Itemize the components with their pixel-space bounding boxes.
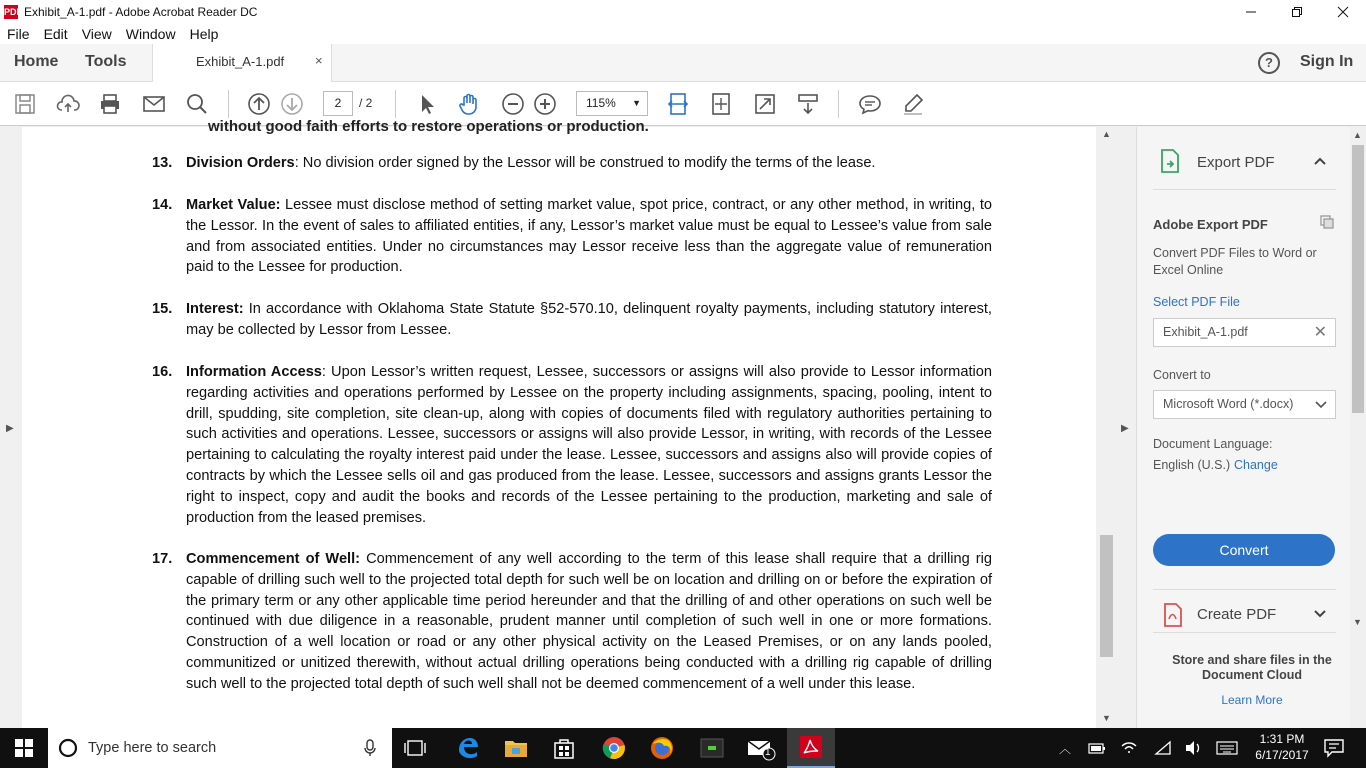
cortana-icon xyxy=(58,738,78,758)
fit-width-icon[interactable] xyxy=(666,92,690,116)
battery-icon[interactable] xyxy=(1088,741,1106,755)
volume-icon[interactable] xyxy=(1184,740,1202,756)
clause-text: : Upon Lessor’s written request, Lessee, successors or assigns will also provide to Lessor information regarding activities and operations performed by Lessee on the property including assignments, spacing, pooling, intent to drill, spudding, site completion, site clean-up, along with copies of documents filed with regulatory authorities pertaining to such activities and operations. Lessee, successors or assigns will also provide Lessor, in writing, with records of the Lessee pertaining to calculating the royalty interest paid under the lease. Lessee, successors and assigns also will provide copies of contracts by which the Lessee sells oil and gas produced from the lease. Lessee, successors and assigns grants Lessor the right to inspect, copy and audit the books and records of the Lessee pertaining to the production, marketing and sale of production from the leased premises. xyxy=(186,364,992,526)
chevron-down-icon: ▼ xyxy=(632,98,641,108)
toolbar xyxy=(0,82,1366,126)
document-tab-label: Exhibit_A-1.pdf xyxy=(196,54,285,69)
terminal-app-icon[interactable] xyxy=(697,733,727,763)
search-icon[interactable] xyxy=(185,92,209,116)
print-icon[interactable] xyxy=(98,92,122,116)
change-language-link[interactable]: Change xyxy=(1234,458,1278,472)
panel-divider xyxy=(1153,632,1336,633)
selected-file-field xyxy=(1153,318,1336,347)
page-total: / 2 xyxy=(359,96,373,110)
email-icon[interactable] xyxy=(142,92,166,116)
task-view-icon[interactable] xyxy=(400,733,430,763)
title-bar xyxy=(0,0,1366,24)
export-description: Convert PDF Files to Word or Excel Online xyxy=(1153,246,1317,277)
scroll-up-icon[interactable]: ▲ xyxy=(1353,130,1362,140)
tab-tools[interactable]: Tools xyxy=(85,53,127,70)
scroll-mode-icon[interactable] xyxy=(796,92,820,116)
scrollbar-thumb[interactable] xyxy=(1100,535,1113,657)
scroll-down-icon[interactable]: ▼ xyxy=(1353,617,1362,627)
network-icon[interactable] xyxy=(1120,740,1138,756)
clause-16 xyxy=(152,362,992,528)
document-language-label: Document Language: xyxy=(1153,437,1273,451)
clause-number: 13. xyxy=(152,155,173,171)
next-page-icon[interactable] xyxy=(280,92,304,116)
pdf-page xyxy=(22,118,1096,728)
chevron-down-icon[interactable] xyxy=(1313,609,1327,619)
clause-heading: Market Value: xyxy=(186,197,281,213)
selected-file-name: Exhibit_A-1.pdf xyxy=(1163,325,1248,339)
chevron-down-icon xyxy=(1315,401,1327,409)
clock-date: 6/17/2017 xyxy=(1255,748,1309,762)
scrollbar-thumb[interactable] xyxy=(1352,145,1364,413)
fit-page-icon[interactable] xyxy=(709,92,733,116)
document-cloud-text: Store and share files in the Document Cloud xyxy=(1172,653,1332,682)
convert-button[interactable]: Convert xyxy=(1153,534,1335,566)
chrome-icon[interactable] xyxy=(599,733,629,763)
toolbar-divider xyxy=(838,90,839,118)
convert-format-value: Microsoft Word (*.docx) xyxy=(1163,397,1294,411)
menu-file[interactable]: File xyxy=(7,26,30,42)
clause-text: : No division order signed by the Lessor will be construed to modify the terms of the lease. xyxy=(294,155,876,171)
system-clock[interactable] xyxy=(1252,731,1312,763)
clause-number: 14. xyxy=(152,197,173,213)
microphone-icon[interactable] xyxy=(364,739,376,757)
file-explorer-icon[interactable] xyxy=(501,733,531,763)
mail-badge: 1 xyxy=(765,747,771,758)
toolbar-divider xyxy=(228,90,229,118)
export-pdf-icon xyxy=(1159,148,1181,174)
windows-logo-icon xyxy=(15,739,33,757)
document-language-value: English (U.S.) xyxy=(1153,458,1231,472)
document-scrollbar[interactable] xyxy=(1098,127,1115,728)
clause-text: Commencement of any well according to the term of this lease shall require that a drilling rig capable of drilling such well to the projected total depth for such well be on location and drilling on or before the expiration of the primary term or any other applicable time period hereunder and that the drilling of and other operations on such well be continued with due diligence in a reasonable, prudent manner until completion of such well in one or more formations. Construction of a well location or road or any other physical activity on the Leased Premises, or on any lands pooled, communitized or unitized therewith, without actual drilling operations being conducted with a drilling rig capable of drilling such well to the projected total depth of such well shall not be deemed commencement of a well under this lease. xyxy=(186,551,992,692)
minimize-icon xyxy=(1245,6,1257,18)
clause-number: 15. xyxy=(152,301,173,317)
previous-page-icon[interactable] xyxy=(247,92,271,116)
wifi-icon[interactable] xyxy=(1154,740,1172,756)
scroll-down-icon[interactable]: ▼ xyxy=(1102,713,1111,723)
search-placeholder: Type here to search xyxy=(88,740,217,756)
close-tab-icon[interactable]: × xyxy=(315,53,323,68)
hand-tool-icon[interactable] xyxy=(457,92,481,116)
clause-number: 17. xyxy=(152,551,173,567)
clause-15 xyxy=(152,299,992,341)
clause-heading: Interest: xyxy=(186,301,244,317)
chevron-up-icon[interactable] xyxy=(1313,156,1327,166)
save-icon[interactable] xyxy=(13,92,37,116)
windows-taskbar xyxy=(0,728,1366,768)
menu-window[interactable]: Window xyxy=(125,26,176,42)
tools-pane xyxy=(1136,127,1350,728)
left-panel-toggle-icon[interactable]: ▶ xyxy=(6,423,14,434)
menu-view[interactable]: View xyxy=(81,26,112,42)
clause-heading: Commencement of Well: xyxy=(186,551,361,567)
store-icon[interactable] xyxy=(549,733,579,763)
export-pdf-title[interactable]: Export PDF xyxy=(1197,154,1275,171)
clause-heading: Information Access xyxy=(186,364,322,380)
zoom-in-icon[interactable] xyxy=(533,92,557,116)
document-viewer xyxy=(0,118,1136,728)
remove-file-icon[interactable]: ✕ xyxy=(1313,324,1327,341)
start-button[interactable] xyxy=(0,728,48,768)
acrobat-taskbar-button[interactable] xyxy=(787,728,835,768)
create-pdf-icon xyxy=(1162,602,1184,628)
close-icon xyxy=(1337,6,1349,18)
convert-to-label: Convert to xyxy=(1153,368,1211,382)
zoom-level-value: 115% xyxy=(586,96,616,110)
zoom-level-select[interactable] xyxy=(576,91,648,116)
taskbar-search-box[interactable] xyxy=(48,728,392,768)
page-number-input[interactable]: 2 xyxy=(323,91,353,116)
full-screen-icon[interactable] xyxy=(753,92,777,116)
select-cursor-icon[interactable] xyxy=(415,92,439,116)
show-hidden-icons[interactable]: ︿ xyxy=(1059,742,1072,756)
tab-document[interactable] xyxy=(152,44,332,83)
clock-time: 1:31 PM xyxy=(1259,732,1305,746)
acrobat-app-icon: PDF xyxy=(4,7,22,17)
tab-home[interactable]: Home xyxy=(14,53,59,70)
upload-cloud-icon[interactable] xyxy=(56,92,80,116)
cutoff-line: without good faith efforts to restore operations or production. xyxy=(208,118,649,135)
firefox-icon[interactable] xyxy=(647,733,677,763)
restore-button[interactable] xyxy=(1274,0,1320,24)
panel-divider xyxy=(1153,189,1336,190)
right-panel-toggle-icon[interactable]: ▶ xyxy=(1121,423,1129,434)
mail-icon[interactable] xyxy=(746,733,776,763)
help-icon[interactable]: ? xyxy=(1258,52,1280,74)
clause-text: In accordance with Oklahoma State Statute §52-570.10, delinquent royalty payments, including statutory interest, may be collected by Lessor from Lessee. xyxy=(186,301,992,338)
clause-number: 16. xyxy=(152,364,173,380)
highlight-pen-icon[interactable] xyxy=(901,92,925,116)
clause-17 xyxy=(152,549,992,695)
acrobat-icon xyxy=(799,735,823,759)
toolbar-divider xyxy=(395,90,396,118)
clause-text: Lessee must disclose method of setting market value, spot price, contract, or any other method, in writing, to the Lessor. In the event of sales to affiliated entities, if any, Lessor’s market value must be equal to Lessee’s value from sale and from associated entities. Under no circumstances may Lessor receive less than the aggregate value of remuneration paid to the Lessee for production. xyxy=(186,197,992,276)
close-window-button[interactable] xyxy=(1320,0,1366,24)
adobe-export-heading: Adobe Export PDF xyxy=(1153,217,1268,232)
learn-more-link[interactable]: Learn More xyxy=(1221,693,1283,707)
scroll-up-icon[interactable]: ▲ xyxy=(1102,129,1111,139)
copy-info-icon[interactable] xyxy=(1319,214,1335,230)
comment-icon[interactable] xyxy=(858,92,882,116)
convert-format-select[interactable] xyxy=(1153,390,1336,419)
panel-divider xyxy=(1153,589,1336,590)
minimize-button[interactable] xyxy=(1228,0,1274,24)
clause-heading: Division Orders xyxy=(186,155,295,171)
select-pdf-file-link[interactable]: Select PDF File xyxy=(1153,295,1240,309)
action-center-icon[interactable] xyxy=(1324,739,1344,757)
restore-icon xyxy=(1291,6,1303,18)
tools-pane-scrollbar[interactable] xyxy=(1350,127,1366,728)
menu-bar xyxy=(0,24,1366,44)
keyboard-icon[interactable] xyxy=(1216,741,1238,755)
zoom-out-icon[interactable] xyxy=(501,92,525,116)
menu-help[interactable]: Help xyxy=(189,26,219,42)
clause-13 xyxy=(152,153,992,174)
window-title: Exhibit_A-1.pdf - Adobe Acrobat Reader DC xyxy=(24,5,258,19)
menu-edit[interactable]: Edit xyxy=(43,26,68,42)
create-pdf-title[interactable]: Create PDF xyxy=(1197,606,1277,623)
tab-bar xyxy=(0,44,1366,82)
clause-14 xyxy=(152,195,992,278)
edge-browser-icon[interactable] xyxy=(453,733,483,763)
sign-in-link[interactable]: Sign In xyxy=(1300,53,1354,70)
